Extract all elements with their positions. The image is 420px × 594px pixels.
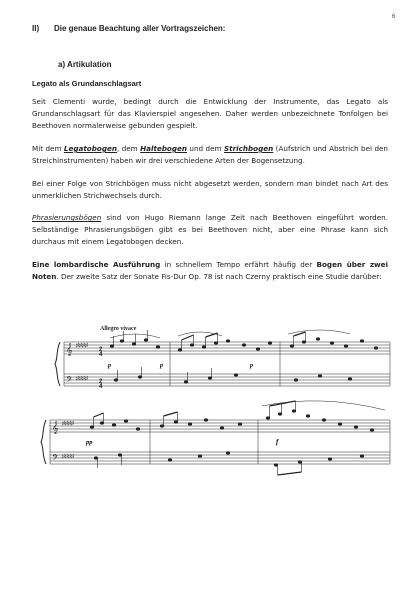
svg-text:♯♯♯♯: ♯♯♯♯: [62, 454, 74, 460]
subsection-heading: a) Artikulation: [58, 60, 112, 69]
p4-text-rest: sind von Hugo Riemann lange Zeit nach Beethoven eingeführt worden. Selbständige Phrasierungsbögen gibt es bei Beethoven nicht, aber eine Phrase kann sich durchaus mit einem Legatobogen decken.: [32, 213, 388, 246]
p2-text-d: (Aufstrich und Abstrich bei den Streichinstrumenten) haben wir drei verschiedene Arten der Bogensetzung.: [32, 144, 388, 165]
section-heading-number: II): [32, 24, 40, 33]
dynamic-pp: pp: [86, 439, 93, 446]
p5-text-b: . Der zweite Satz der Sonate Fis-Dur Op. 78 ist nach Czerny praktisch eine Studie darüber:: [56, 272, 382, 281]
dynamic-p-3: p: [250, 363, 253, 369]
dynamic-p-1: p: [108, 363, 111, 369]
svg-text:4: 4: [99, 384, 103, 390]
bass-clef-icon-2: 𝄢: [52, 454, 59, 465]
term-strichbogen: Strichbogen: [224, 144, 274, 153]
dynamic-p-2: p: [160, 363, 163, 369]
svg-text:2: 2: [99, 347, 103, 353]
paragraph-clementi: Seit Clementi wurde, bedingt durch die Entwicklung der Instrumente, das Legato als Grundanschlagsart für das Klavierspiel angesehen. Daher werden unbezeichnete Tonfolgen bei Beethoven normalerweise gebunden gespielt.: [32, 97, 388, 130]
p5-bold-b: Bogen über zwei Noten: [32, 260, 389, 281]
p2-text-a: Mit dem: [32, 144, 64, 153]
treble-clef-icon-2: 𝄞: [52, 421, 59, 434]
term-legatobogen: Legatobogen: [63, 144, 117, 153]
tempo-marking: Allegro vivace: [100, 326, 137, 332]
p2-text-b: , dem: [116, 144, 141, 153]
score-system-1: [55, 342, 390, 386]
page-number: 6: [392, 14, 396, 20]
term-haltebogen: Haltebogen: [140, 144, 187, 153]
treble-clef-icon: 𝄞: [66, 343, 73, 356]
svg-text:2: 2: [99, 379, 103, 385]
dynamic-f: f: [276, 438, 279, 446]
svg-text:♯♯♯♯: ♯♯♯♯: [76, 343, 88, 349]
term-phrasierungsboegen: Phrasierungsbögen: [32, 213, 102, 222]
p5-text-a: in schnellem Tempo erfährt häufig der: [160, 260, 317, 269]
topic-heading: Legato als Grundanschlagsart: [32, 79, 142, 88]
paragraph-strichboegen: Bei einer Folge von Strichbögen muss nicht abgesetzt werden, sondern man bindet nach Art des unmerklichen Strichwechsels durch.: [32, 179, 388, 200]
svg-text:♯♯♯♯: ♯♯♯♯: [62, 421, 74, 427]
svg-text:4: 4: [99, 352, 103, 358]
section-heading-title: Die genaue Beachtung aller Vortragszeichen:: [54, 24, 226, 33]
score-notes-1: [66, 330, 378, 390]
p5-bold-a: Eine lombardische Ausführung: [32, 260, 161, 269]
svg-text:♯♯♯♯: ♯♯♯♯: [76, 376, 88, 382]
bass-clef-icon: 𝄢: [66, 376, 73, 387]
p2-text-c: und dem: [186, 144, 224, 153]
